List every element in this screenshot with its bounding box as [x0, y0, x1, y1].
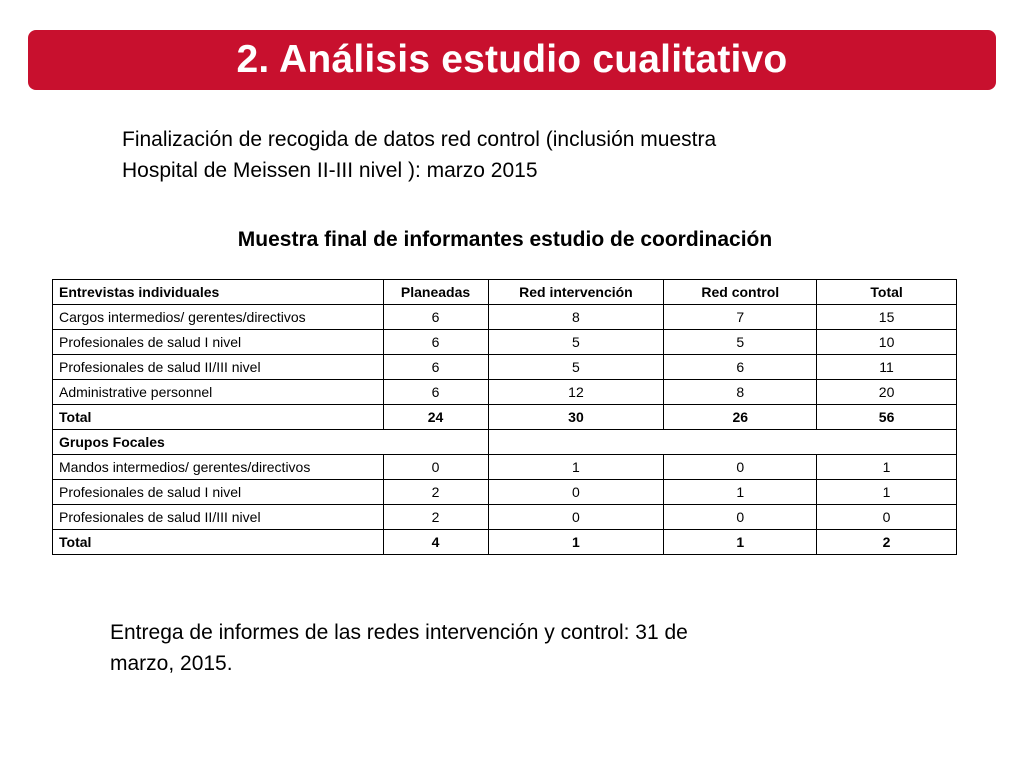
total-cell: Total	[53, 405, 384, 430]
intro-line-2: Hospital de Meissen II-III nivel ): marzo 2015	[122, 159, 538, 182]
total-cell: 1	[488, 530, 664, 555]
focal-groups-header-row	[53, 430, 957, 455]
outro-line-1: Entrega de informes de las redes intervención y control: 31 de	[110, 621, 688, 644]
table-cell: Profesionales de salud II/III nivel	[53, 505, 384, 530]
table-cell: 6	[383, 380, 488, 405]
table-cell: Profesionales de salud I nivel	[53, 330, 384, 355]
empty-cell	[488, 430, 956, 455]
table-cell: 0	[488, 480, 664, 505]
header-cell: Total	[817, 280, 957, 305]
table-cell: 12	[488, 380, 664, 405]
table-cell: 11	[817, 355, 957, 380]
table-cell: 20	[817, 380, 957, 405]
table-cell: 6	[383, 305, 488, 330]
informants-table	[52, 279, 957, 555]
total-cell: 2	[817, 530, 957, 555]
intro-text	[122, 124, 902, 186]
table-cell: 1	[817, 455, 957, 480]
header-cell: Entrevistas individuales	[53, 280, 384, 305]
table-cell: 0	[817, 505, 957, 530]
table-cell: Profesionales de salud II/III nivel	[53, 355, 384, 380]
outro-line-2: marzo, 2015.	[110, 652, 233, 675]
table-row	[53, 330, 957, 355]
table-cell: 2	[383, 505, 488, 530]
table-cell: 7	[664, 305, 817, 330]
table-cell: 1	[817, 480, 957, 505]
table-row	[53, 355, 957, 380]
table-total-row	[53, 530, 957, 555]
table-cell: 6	[664, 355, 817, 380]
table-cell: 6	[383, 330, 488, 355]
table-cell: 8	[488, 305, 664, 330]
total-cell: 26	[664, 405, 817, 430]
table-total-row	[53, 405, 957, 430]
table-cell: 0	[664, 455, 817, 480]
table-cell: 6	[383, 355, 488, 380]
table-cell: 1	[664, 480, 817, 505]
table-row	[53, 480, 957, 505]
total-cell: 30	[488, 405, 664, 430]
table-row	[53, 455, 957, 480]
total-cell: 4	[383, 530, 488, 555]
intro-line-1: Finalización de recogida de datos red control (inclusión muestra	[122, 128, 717, 151]
total-cell: 1	[664, 530, 817, 555]
title-banner	[28, 30, 996, 90]
table-cell: 2	[383, 480, 488, 505]
outro-text	[110, 617, 870, 679]
table-row	[53, 505, 957, 530]
table-title: Muestra final de informantes estudio de coordinación	[237, 228, 773, 251]
header-cell: Red control	[664, 280, 817, 305]
table-cell: 5	[488, 355, 664, 380]
table-cell: 0	[488, 505, 664, 530]
table-cell: 10	[817, 330, 957, 355]
table-cell: 0	[383, 455, 488, 480]
table-cell: Mandos intermedios/ gerentes/directivos	[53, 455, 384, 480]
focal-groups-header: Grupos Focales	[53, 430, 489, 455]
table-cell: 15	[817, 305, 957, 330]
table-cell: Administrative personnel	[53, 380, 384, 405]
table-cell: Profesionales de salud I nivel	[53, 480, 384, 505]
total-cell: 56	[817, 405, 957, 430]
table-cell: 1	[488, 455, 664, 480]
table-cell: 5	[488, 330, 664, 355]
table-cell: Cargos intermedios/ gerentes/directivos	[53, 305, 384, 330]
total-cell: 24	[383, 405, 488, 430]
total-cell: Total	[53, 530, 384, 555]
header-cell: Planeadas	[383, 280, 488, 305]
header-cell: Red intervención	[488, 280, 664, 305]
table-row	[53, 305, 957, 330]
table-cell: 8	[664, 380, 817, 405]
table-cell: 0	[664, 505, 817, 530]
page-title: 2. Análisis estudio cualitativo	[236, 38, 788, 81]
table-row	[53, 380, 957, 405]
table-header-row	[53, 280, 957, 305]
table-cell: 5	[664, 330, 817, 355]
